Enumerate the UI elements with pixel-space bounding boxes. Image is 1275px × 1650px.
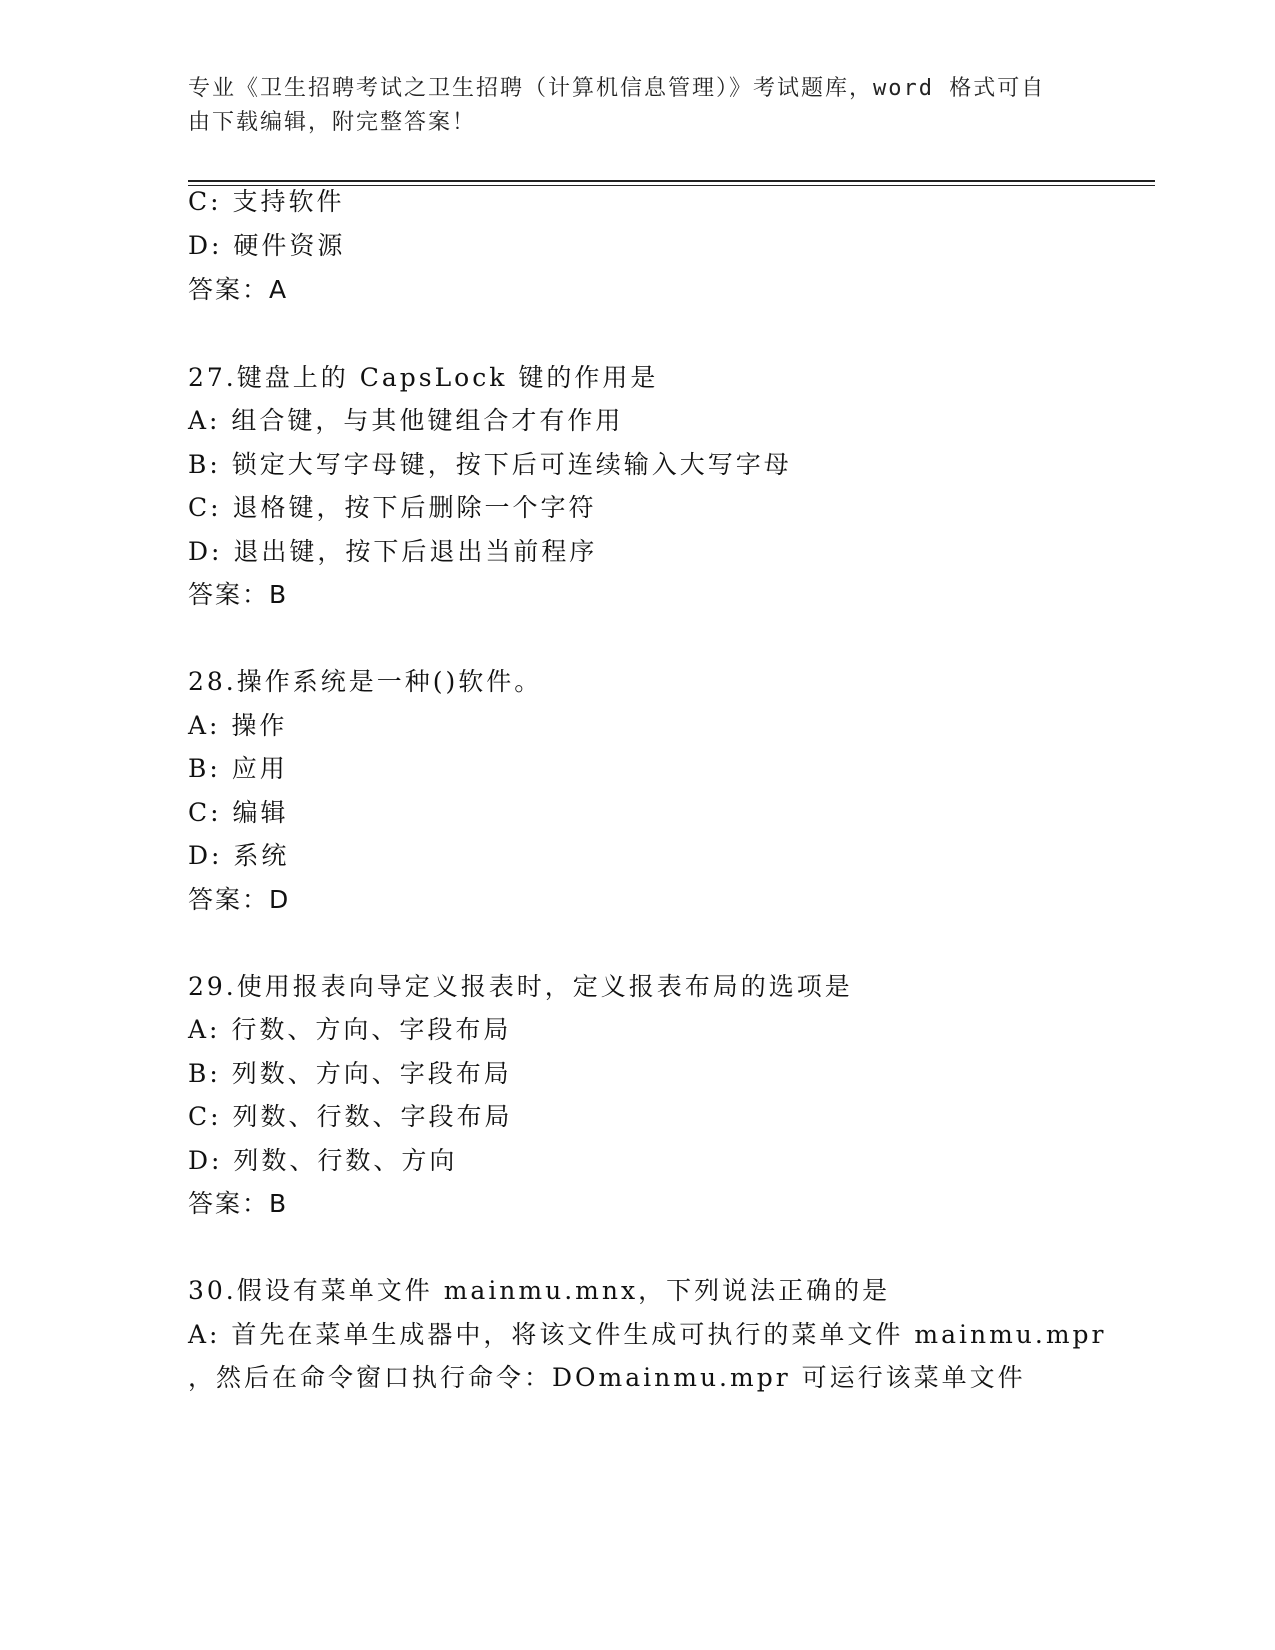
q27-option-d: D: 退出键，按下后退出当前程序 [188, 537, 598, 566]
header-divider-thick [188, 180, 1155, 182]
q27-option-c: C: 退格键，按下后删除一个字符 [188, 493, 597, 522]
q28-question: 28.操作系统是一种()软件。 [188, 667, 543, 696]
q28-answer: 答案：D [188, 885, 291, 914]
q27-question: 27.键盘上的 CapsLock 键的作用是 [188, 363, 659, 392]
q28-option-d: D: 系统 [188, 841, 290, 870]
q29-option-b: B: 列数、方向、字段布局 [188, 1059, 512, 1088]
q29-option-a: A: 行数、方向、字段布局 [188, 1015, 512, 1044]
q28-option-c: C: 编辑 [188, 798, 289, 827]
q27-option-a: A: 组合键，与其他键组合才有作用 [188, 406, 624, 435]
header-line-2: 由下载编辑，附完整答案！ [188, 110, 477, 135]
q28-option-a: A: 操作 [188, 711, 288, 740]
q26-option-c: C: 支持软件 [188, 187, 345, 216]
q29-question: 29.使用报表向导定义报表时，定义报表布局的选项是 [188, 972, 853, 1001]
q27-answer: 答案：B [188, 580, 289, 609]
q29-option-d: D: 列数、行数、方向 [188, 1146, 458, 1175]
q27-option-b: B: 锁定大写字母键，按下后可连续输入大写字母 [188, 450, 792, 479]
q30-question: 30.假设有菜单文件 mainmu.mnx，下列说法正确的是 [188, 1276, 891, 1305]
header-line-1: 专业《卫生招聘考试之卫生招聘（计算机信息管理）》考试题库，word 格式可自 [188, 76, 1046, 101]
q29-option-c: C: 列数、行数、字段布局 [188, 1102, 513, 1131]
document-header [188, 72, 1068, 140]
q26-option-d: D: 硬件资源 [188, 231, 346, 260]
q29-answer: 答案：B [188, 1189, 289, 1218]
q30-option-a-line-2: ，然后在命令窗口执行命令：DOmainmu.mpr 可运行该菜单文件 [188, 1363, 1026, 1392]
q26-answer: 答案：A [188, 275, 289, 304]
q28-option-b: B: 应用 [188, 754, 288, 783]
q30-option-a-line-1: A: 首先在菜单生成器中，将该文件生成可执行的菜单文件 mainmu.mpr [188, 1320, 1107, 1349]
